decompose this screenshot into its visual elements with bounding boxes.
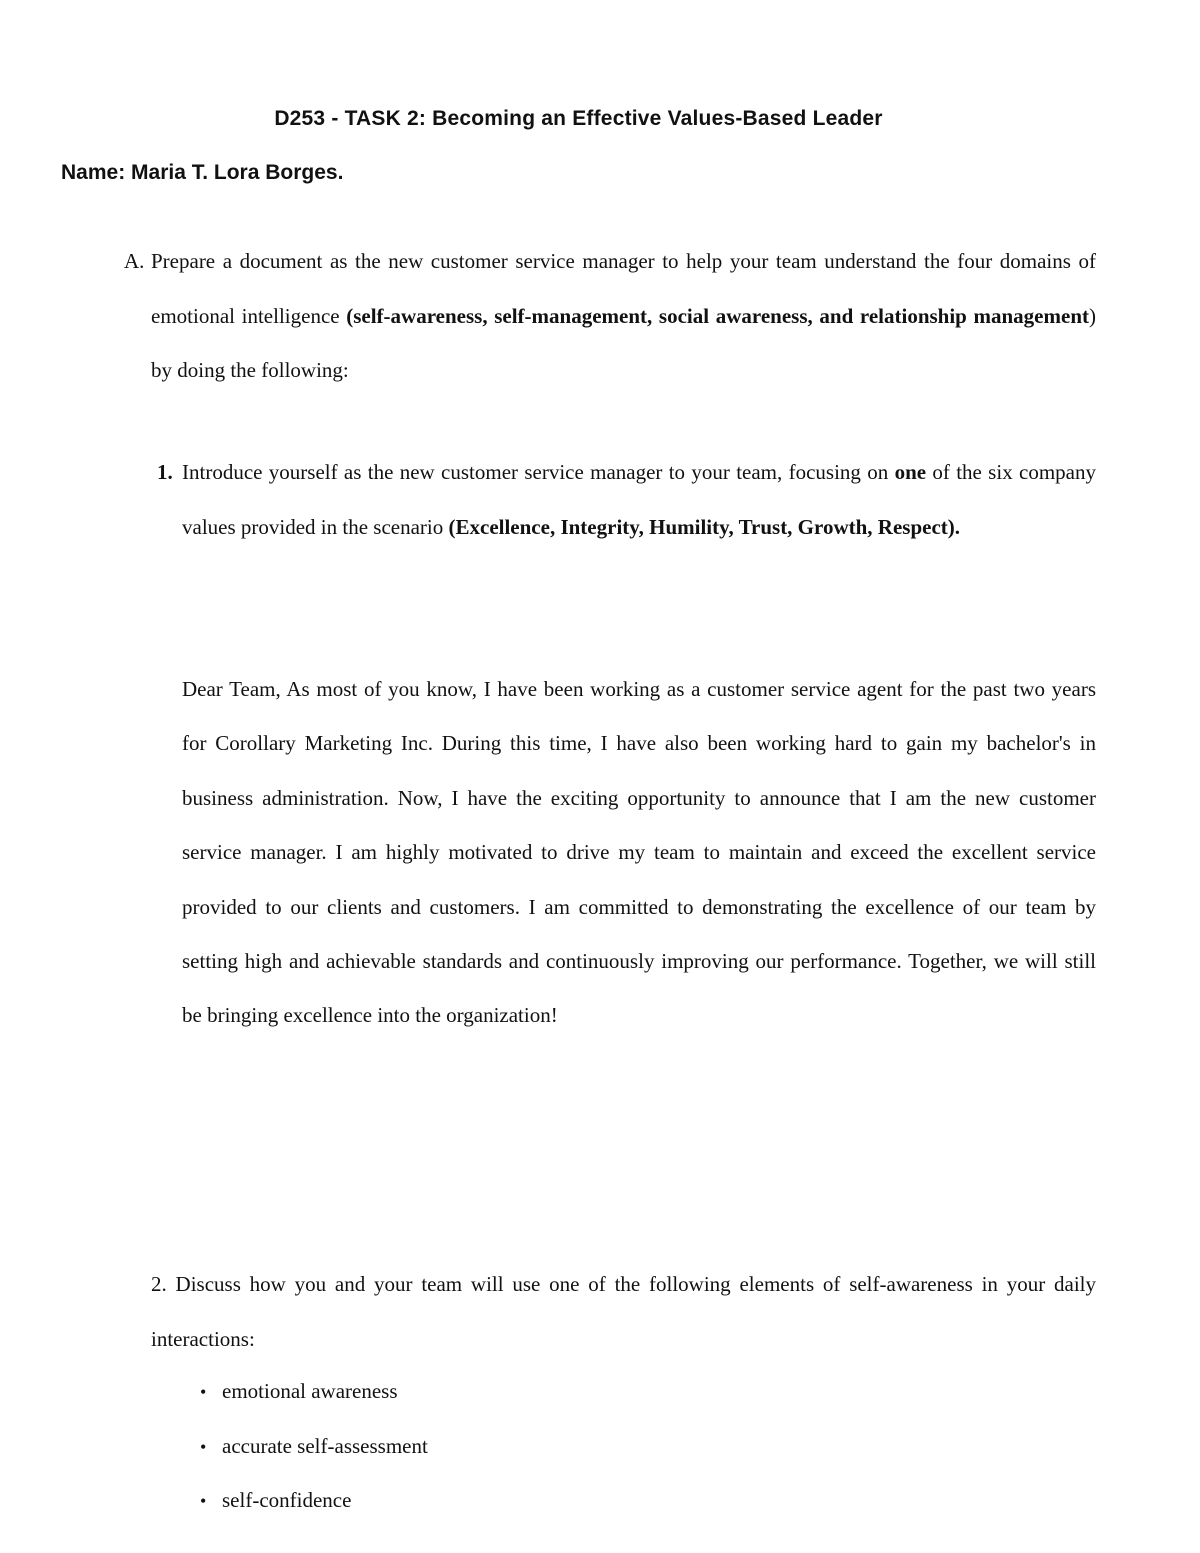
item-1-company-values: (Excellence, Integrity, Humility, Trust, Growth, Respect).	[448, 514, 961, 539]
author-name: Name: Maria T. Lora Borges.	[61, 161, 344, 184]
item-1-emphasis-one: one	[894, 460, 927, 484]
item-1	[157, 445, 1096, 554]
self-awareness-elements-list	[200, 1364, 428, 1528]
list-item-text: accurate self-assessment	[222, 1433, 428, 1458]
list-item	[200, 1419, 428, 1474]
section-a-domains: (self-awareness, self-management, social awareness, and relationship management	[346, 303, 1089, 328]
bullet-icon: •	[200, 1382, 207, 1402]
item-1-text-part-2: of the six company values provided in the scenario	[182, 460, 1096, 539]
item-1-marker: 1.	[157, 460, 173, 484]
section-a-text	[151, 234, 1096, 398]
bullet-icon: •	[200, 1436, 207, 1457]
section-a	[124, 234, 1096, 398]
item-1-text	[182, 445, 1096, 554]
bullet-icon: •	[200, 1491, 207, 1511]
section-a-marker: A.	[124, 249, 145, 273]
introduction-letter: Dear Team, As most of you know, I have been working as a customer service agent for the past two years for Corollary Marketing Inc. During this time, I have also been working hard to gain my bachelor's in business administration. Now, I have the exciting opportunity to announce that I am the new customer service manager. I am highly motivated to drive my team to maintain and exceed the excellent service provided to our clients and customers. I am committed to demonstrating the excellence of our team by setting high and achievable standards and continuously improving our performance. Together, we will still be bringing excellence into the organization!	[182, 677, 1096, 1028]
document-title: D253 - TASK 2: Becoming an Effective Values-Based Leader	[274, 107, 883, 130]
list-item-text: emotional awareness	[222, 1379, 398, 1403]
section-a-text-part-1: Prepare a document as the new customer service manager to help your team understand the four domains of emotional intelligence	[151, 249, 1096, 328]
list-item	[200, 1364, 428, 1419]
item-1-text-part-1: Introduce yourself as the new customer service manager to your team, focusing on	[182, 460, 895, 484]
item-2-text: 2. Discuss how you and your team will use one of the following elements of self-awareness in your daily interactions:	[151, 1272, 1096, 1351]
list-item	[200, 1473, 428, 1528]
section-a-text-part-2: ) by doing the following:	[151, 303, 1096, 382]
list-item-text: self-confidence	[222, 1488, 352, 1512]
